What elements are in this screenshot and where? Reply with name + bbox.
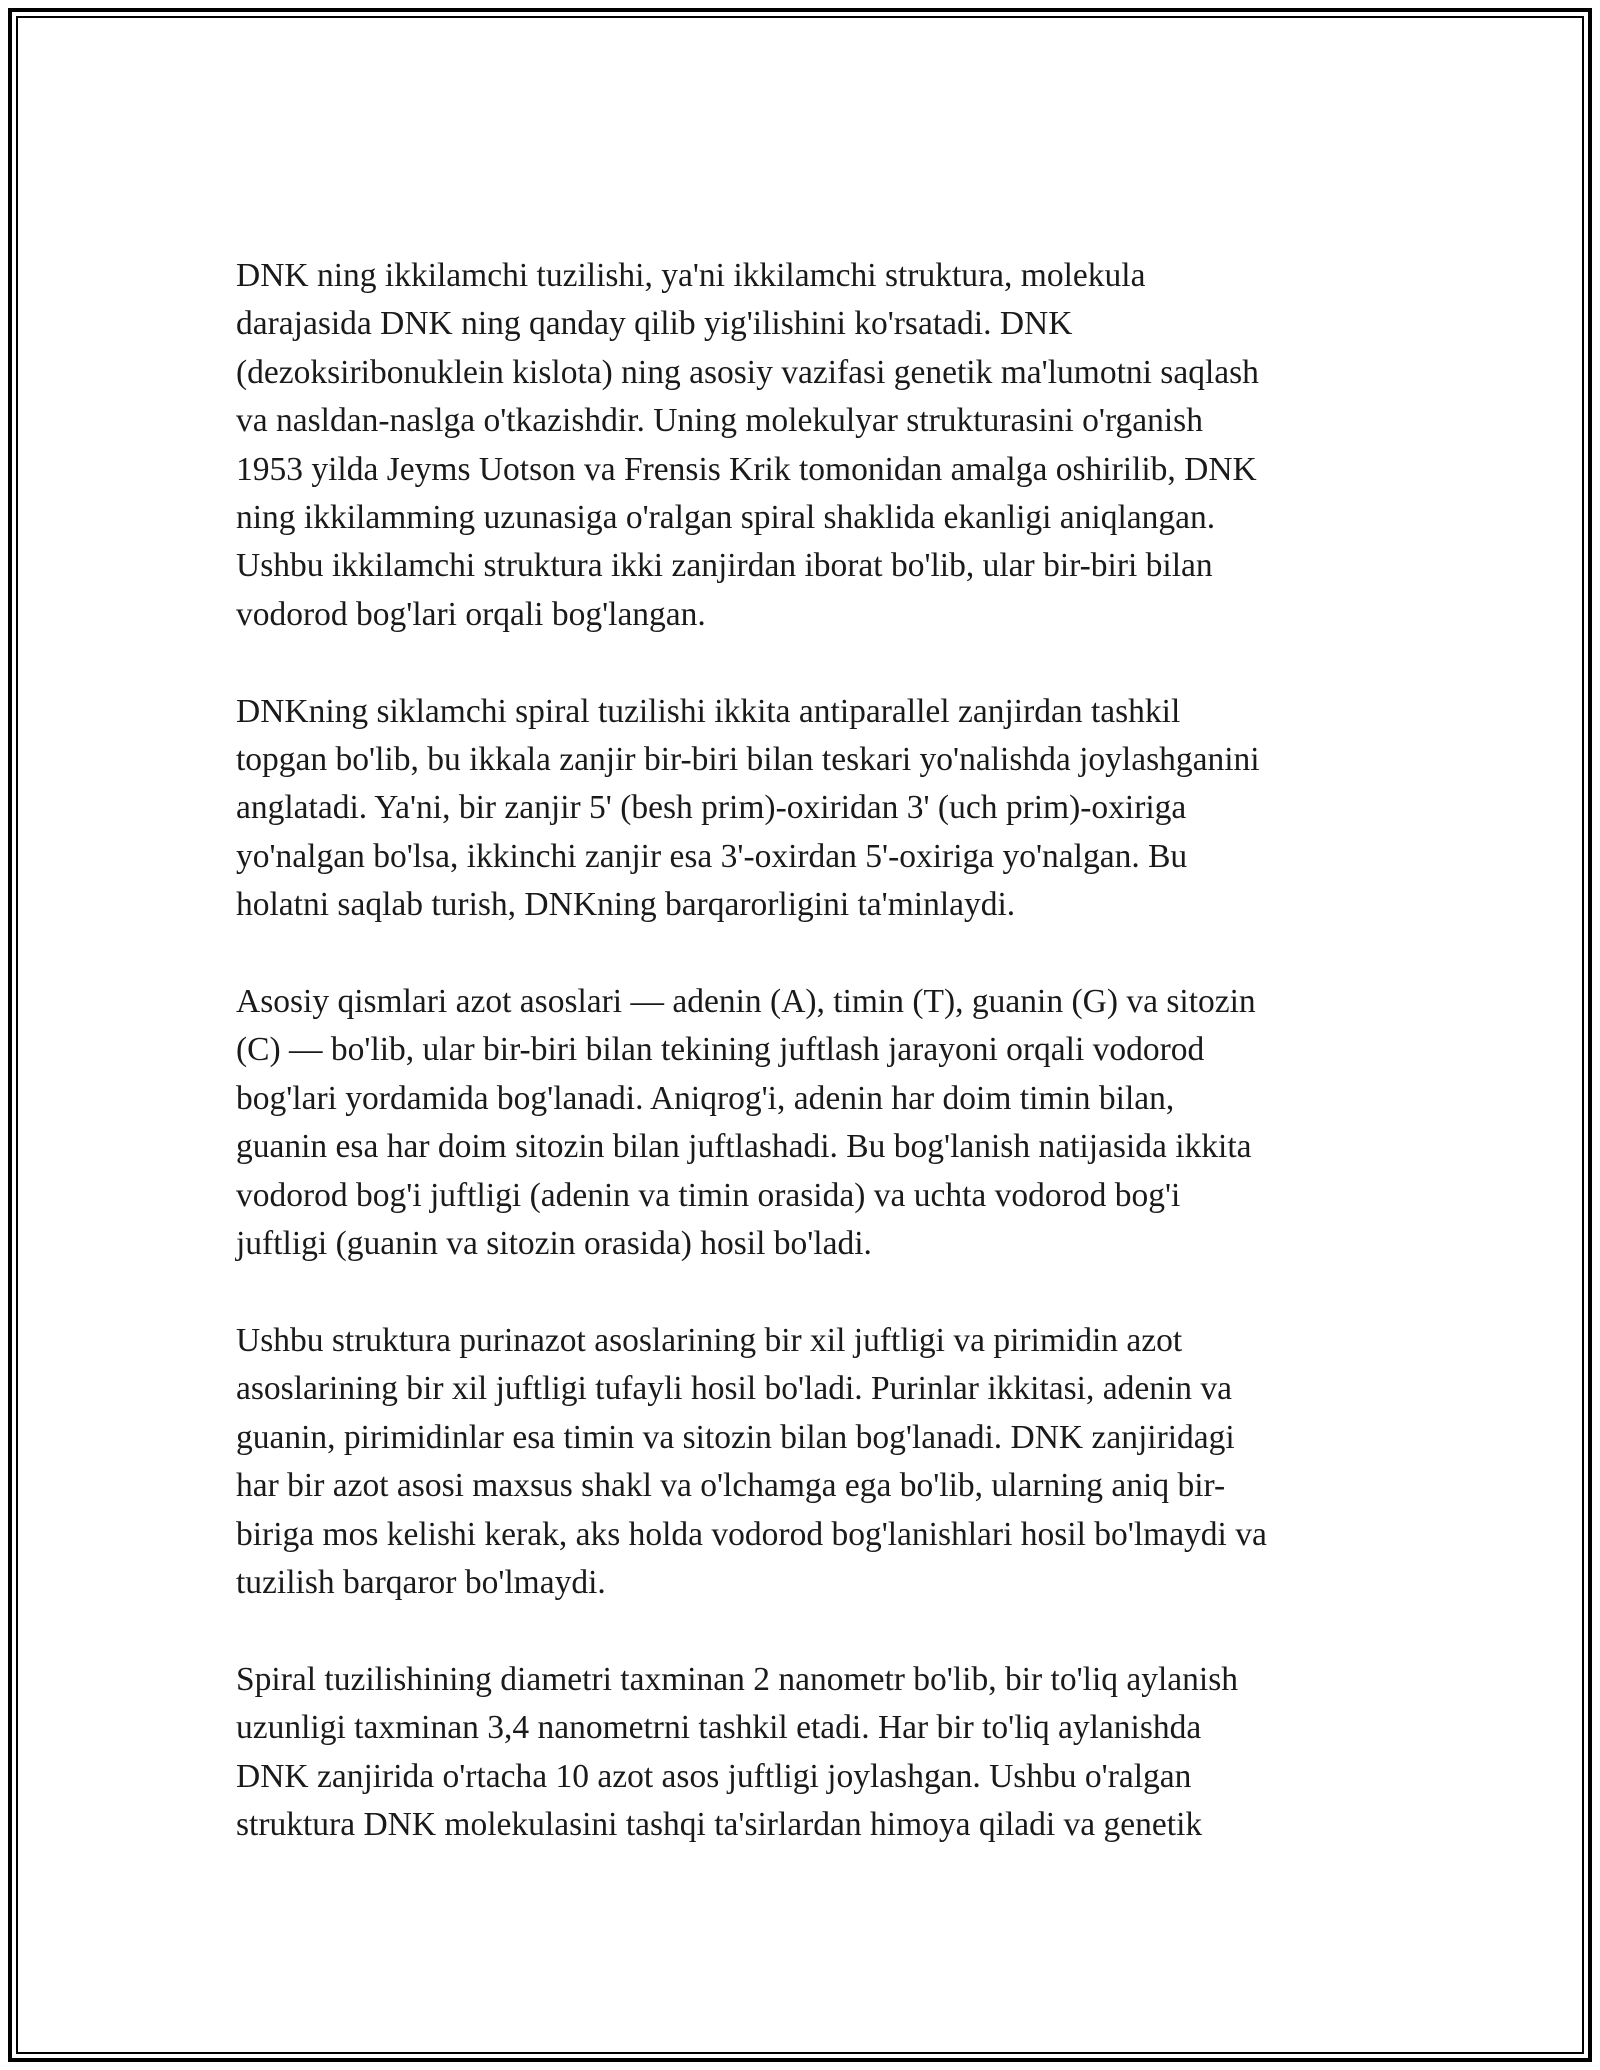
paragraph-3 (236, 978, 1366, 1268)
text-line: biriga mos kelishi kerak, aks holda vodorod bog'lanishlari hosil bo'lmaydi va (236, 1515, 1267, 1553)
document-body (236, 252, 1366, 1898)
paragraph-2 (236, 688, 1366, 930)
text-line: va nasldan-naslga o'tkazishdir. Uning molekulyar strukturasini o'rganish (236, 402, 1203, 440)
text-line: darajasida DNK ning qanday qilib yig'ilishini ko'rsatadi. DNK (236, 305, 1073, 343)
text-line: yo'nalgan bo'lsa, ikkinchi zanjir esa 3'-oxirdan 5'-oxiriga yo'nalgan. Bu (236, 837, 1188, 875)
text-line: topgan bo'lib, bu ikkala zanjir bir-biri bilan teskari yo'nalishda joylashganini (236, 741, 1260, 779)
text-line: Ushbu struktura purinazot asoslarining bir xil juftligi va pirimidin azot (236, 1321, 1183, 1359)
text-line: juftligi (guanin va sitozin orasida) hosil bo'ladi. (236, 1225, 872, 1263)
text-line: Asosiy qismlari azot asoslari — adenin (A), timin (T), guanin (G) va sitozin (236, 983, 1256, 1021)
text-line: DNK zanjirida o'rtacha 10 azot asos juftligi joylashgan. Ushbu o'ralgan (236, 1757, 1192, 1795)
paragraph-1 (236, 252, 1366, 639)
text-line: ning ikkilamming uzunasiga o'ralgan spiral shaklida ekanligi aniqlangan. (236, 499, 1216, 537)
text-line: Spiral tuzilishining diametri taxminan 2 nanometr bo'lib, bir to'liq aylanish (236, 1660, 1239, 1698)
text-line: tuzilish barqaror bo'lmaydi. (236, 1563, 606, 1601)
text-line: (C) — bo'lib, ular bir-biri bilan tekining juftlash jarayoni orqali vodorod (236, 1031, 1205, 1069)
text-line: (dezoksiribonuklein kislota) ning asosiy vazifasi genetik ma'lumotni saqlash (236, 353, 1259, 391)
text-line: anglatadi. Ya'ni, bir zanjir 5' (besh prim)-oxiridan 3' (uch prim)-oxiriga (236, 789, 1187, 827)
text-line: 1953 yilda Jeyms Uotson va Frensis Krik tomonidan amalga oshirilib, DNK (236, 450, 1257, 488)
text-line: vodorod bog'lari orqali bog'langan. (236, 595, 706, 633)
paragraph-5 (236, 1656, 1366, 1850)
text-line: bog'lari yordamida bog'lanadi. Aniqrog'i, adenin har doim timin bilan, (236, 1079, 1175, 1117)
text-line: struktura DNK molekulasini tashqi ta'sirlardan himoya qiladi va genetik (236, 1805, 1203, 1843)
text-line: Ushbu ikkilamchi struktura ikki zanjirdan iborat bo'lib, ular bir-biri bilan (236, 547, 1213, 585)
text-line: DNK ning ikkilamchi tuzilishi, ya'ni ikkilamchi struktura, molekula (236, 257, 1146, 294)
text-line: DNKning siklamchi spiral tuzilishi ikkita antiparallel zanjirdan tashkil (236, 692, 1181, 730)
text-line: guanin, pirimidinlar esa timin va sitozin bilan bog'lanadi. DNK zanjiridagi (236, 1418, 1235, 1456)
text-line: guanin esa har doim sitozin bilan juftlashadi. Bu bog'lanish natijasida ikkita (236, 1128, 1252, 1166)
text-line: har bir azot asosi maxsus shakl va o'lchamga ega bo'lib, ularning aniq bir- (236, 1467, 1226, 1505)
paragraph-4 (236, 1317, 1366, 1607)
text-line: uzunligi taxminan 3,4 nanometrni tashkil etadi. Har bir to'liq aylanishda (236, 1709, 1202, 1747)
text-line: holatni saqlab turish, DNKning barqarorligini ta'minlaydi. (236, 886, 1016, 924)
text-line: asoslarining bir xil juftligi tufayli hosil bo'ladi. Purinlar ikkitasi, adenin va (236, 1370, 1233, 1408)
text-line: vodorod bog'i juftligi (adenin va timin orasida) va uchta vodorod bog'i (236, 1176, 1181, 1214)
